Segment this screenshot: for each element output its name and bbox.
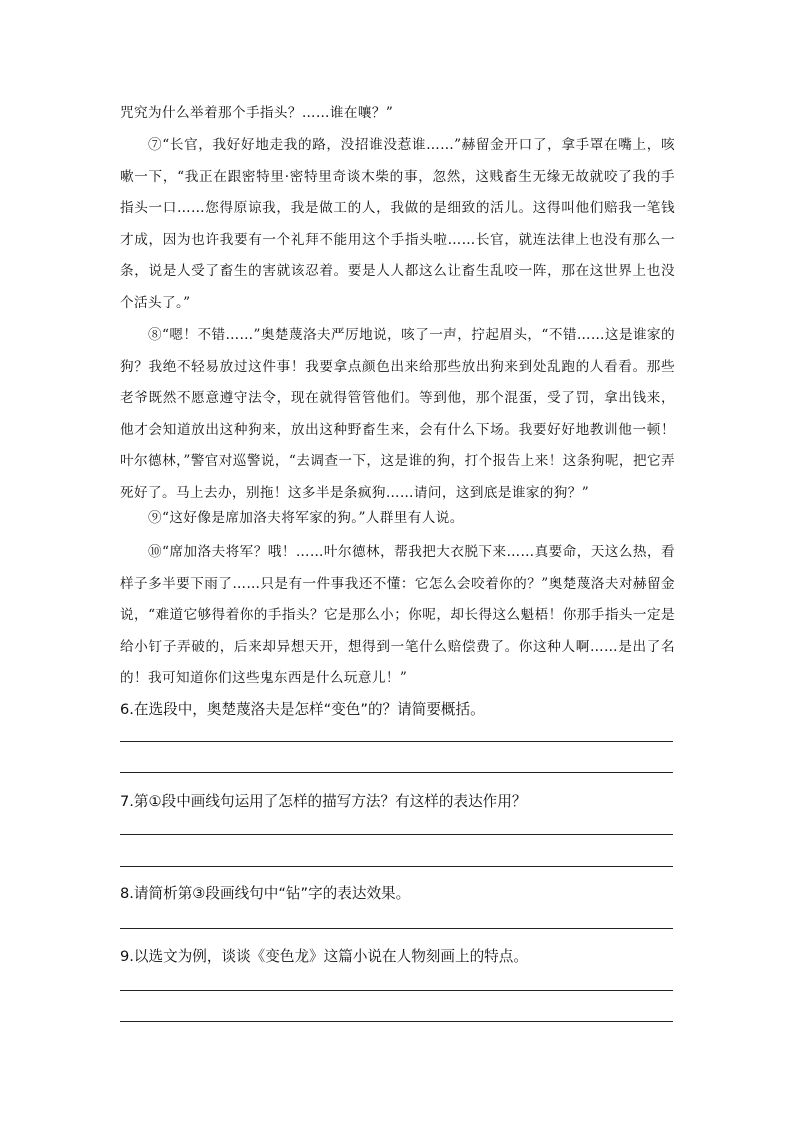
paragraph-9: ⑨“这好像是席加洛夫将军家的狗。”人群里有人说。 xyxy=(148,510,464,526)
question-6: 6.在选段中，奥楚蔑洛夫是怎样“变色”的？请简要概括。 xyxy=(120,701,485,718)
paragraph-7: ⑦“长官，我好好地走我的路，没招谁没惹谁……”赫留金开口了，拿手罩在嘴上，咳嗽一下，“我正在跟密特里·密特里奇谈木柴的事，忽然，这贱畜生无缘无故就咬了我的手指头一口……您得原谅我，我是做工的人，我做的是细致的活儿。这得叫他们赔我一笔钱才成，因为也许我要有一个礼拜不能用这个手指头啦……长官，就连法律上也没有那么一条，说是人受了畜生的害就该忍着。要是人人都这么让畜生乱咬一阵，那在这世界上也没个活头了。” xyxy=(120,137,675,311)
answer-line[interactable] xyxy=(120,928,673,929)
answer-line[interactable] xyxy=(120,990,673,991)
paragraph-10: ⑩“席加洛夫将军？哦！……叶尔德林，帮我把大衣脱下来……真要命，天这么热，看样子多半要下雨了……只是有一件事我还不懂：它怎么会咬着你的？”奥楚蔑洛夫对赫留金说，“难道它够得着你的手指头？它是那么小；你呢，却长得这么魁梧！你那手指头一定是给小钉子弄破的，后来却异想天开，想得到一笔什么赔偿费了。你这种人啊……是出了名的！我可知道你们这些鬼东西是什么玩意儿！” xyxy=(120,544,675,686)
question-8: 8.请简析第③段画线句中“钻”字的表达效果。 xyxy=(120,885,411,902)
question-9: 9.以选文为例，谈谈《变色龙》这篇小说在人物刻画上的特点。 xyxy=(120,948,528,965)
answer-line[interactable] xyxy=(120,741,673,742)
answer-line[interactable] xyxy=(120,1021,673,1022)
answer-line[interactable] xyxy=(120,772,673,773)
paragraph-8: ⑧“嗯！不错……”奥楚蔑洛夫严厉地说，咳了一声，拧起眉头，“不错……这是谁家的狗？我绝不轻易放过这件事！我要拿点颜色出来给那些放出狗来到处乱跑的人看看。那些老爷既然不愿意遵守法令，现在就得管管他们。等到他，那个混蛋，受了罚，拿出钱来，他才会知道放出这种狗来，放出这种野畜生来，会有什么下场。我要好好地教训他一顿！叶尔德林，”警官对巡警说，“去调查一下，这是谁的狗，打个报告上来！这条狗呢，把它弄死好了。马上去办，别拖！这多半是条疯狗……请问，这到底是谁家的狗？” xyxy=(120,327,675,501)
answer-line[interactable] xyxy=(120,834,673,835)
question-7: 7.第①段中画线句运用了怎样的描写方法？有这样的表达作用？ xyxy=(120,793,527,810)
answer-line[interactable] xyxy=(120,866,673,867)
paragraph-continuation: 咒究为什么举着那个手指头？……谁在嚷？” xyxy=(120,105,394,121)
